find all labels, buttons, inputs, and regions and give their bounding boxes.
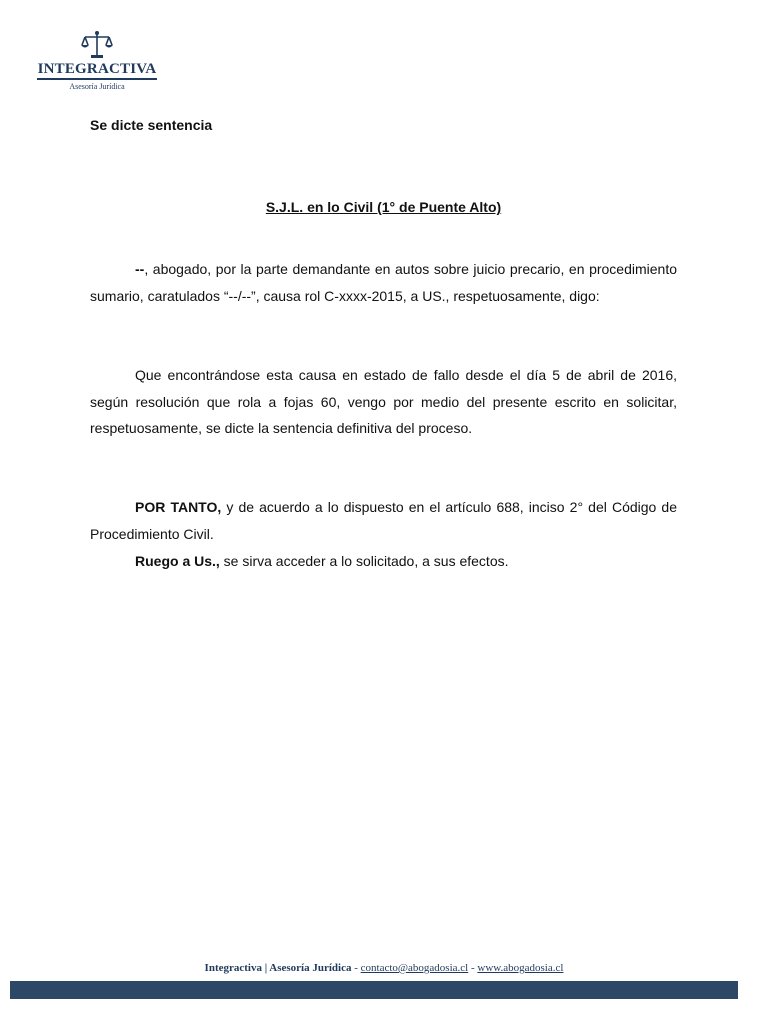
footer-separator: -	[468, 962, 478, 974]
scales-of-justice-icon	[79, 30, 115, 60]
footer-email-link[interactable]: contacto@abogadosia.cl	[360, 962, 469, 974]
paragraph-por-tanto-lead: POR TANTO,	[135, 499, 222, 515]
company-logo	[34, 30, 160, 100]
footer-bar	[10, 981, 738, 999]
paragraph-por-tanto	[90, 494, 677, 547]
paragraph-request	[90, 548, 677, 575]
logo-tagline: Asesoría Jurídica	[69, 82, 125, 91]
logo-divider	[37, 78, 157, 80]
paragraph-request-lead: Ruego a Us.,	[135, 553, 220, 569]
paragraph-por-tanto-text: y de acuerdo a lo dispuesto en el artículo 688, inciso 2° del Código de Procedimiento Civil.	[90, 499, 677, 542]
footer-separator: -	[351, 962, 361, 974]
court-heading: S.J.L. en lo Civil (1° de Puente Alto)	[265, 199, 502, 215]
footer-contact	[0, 962, 768, 974]
footer-website-link[interactable]: www.abogadosia.cl	[477, 962, 564, 974]
logo-name: INTEGRACTIVA	[37, 61, 157, 77]
paragraph-introduction-lead: --	[135, 261, 145, 277]
document-subject: Se dicte sentencia	[90, 117, 213, 133]
footer-company: Integractiva | Asesoría Jurídica	[204, 962, 352, 974]
paragraph-request-text: se sirva acceder a lo solicitado, a sus efectos.	[219, 553, 509, 569]
paragraph-facts: Que encontrándose esta causa en estado de fallo desde el día 5 de abril de 2016, según resolución que rola a fojas 60, vengo por medio del presente escrito en solicitar, respetuosamente, se dicte la sentencia definitiva del proceso.	[90, 367, 677, 436]
paragraph-introduction-text: , abogado, por la parte demandante en autos sobre juicio precario, en procedimiento sumario, caratulados “--/--”, causa rol C-xxxx-2015, a US., respetuosamente, digo:	[90, 261, 677, 304]
paragraph-introduction	[90, 256, 677, 309]
